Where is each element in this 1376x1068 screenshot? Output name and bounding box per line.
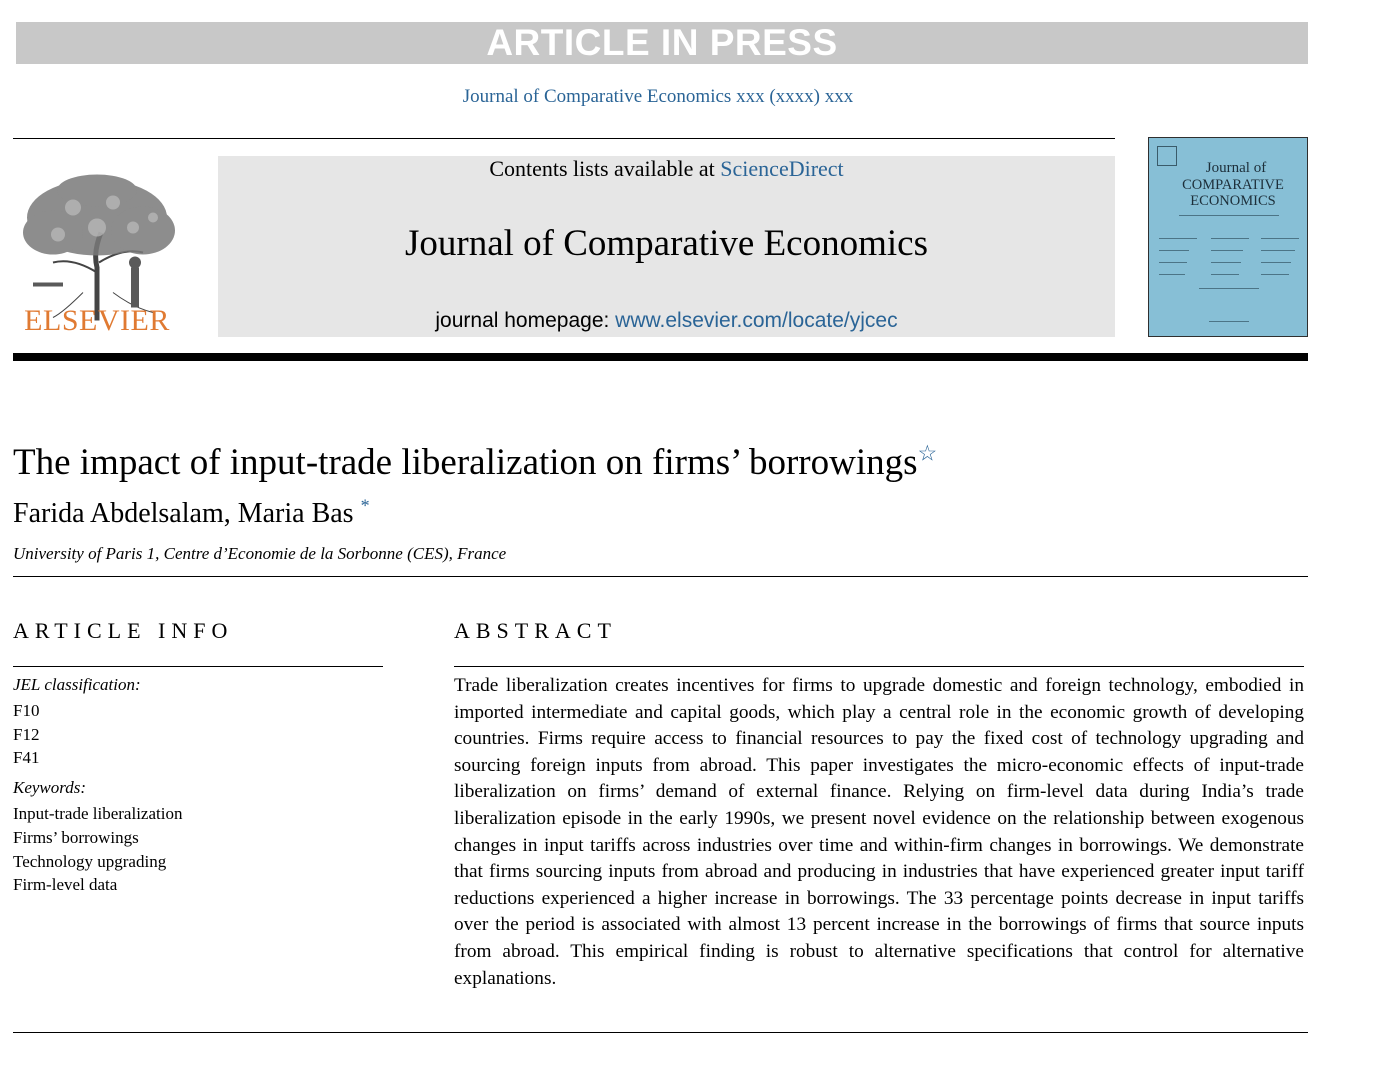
journal-title: Journal of Comparative Economics: [404, 223, 928, 264]
jel-code: F12: [13, 724, 40, 744]
jel-classification-label: JEL classification:: [13, 675, 141, 694]
cover-decoration: [1159, 250, 1189, 251]
keyword-list: [13, 802, 182, 897]
affiliation: University of Paris 1, Centre d’Economie de la Sorbonne (CES), France: [13, 544, 507, 563]
keyword: Firms’ borrowings: [13, 827, 139, 847]
abstract-text: Trade liberalization creates incentives for firms to upgrade domestic and foreign technology, embodied in imported intermediate and capital goods, which play a central role in the economic growth of developing countries. Firms require access to financial resources to pay the fixed cost of technology upgrading and sourcing foreign inputs from abroad. This paper investigates the micro-economic effects of input-trade liberalization on firms’ demand of external finance. Relying on firm-level data during India’s trade liberalization episode in the early 1990s, we present novel evidence on the relationship between exogenous changes in input tariffs across industries over time and within-firm changes in borrowings. We demonstrate that firms sourcing inputs from abroad and producing in industries that have experienced greater input tariff reductions experienced a higher increase in borrowings. The 33 percentage points decrease in input tariffs over the period is associated with almost 13 percent increase in the borrowings of firms that source inputs from abroad. This empirical finding is robust to alternative specifications that control for alternative explanations.: [454, 675, 1304, 989]
author-list: [13, 495, 370, 530]
jel-code: F41: [13, 748, 40, 767]
article-title: [13, 441, 937, 484]
cover-decoration: [1159, 274, 1185, 275]
banner-text: ARTICLE IN PRESS: [486, 22, 838, 63]
contents-line: [218, 156, 1115, 182]
cover-title-line1: Journal of: [1205, 160, 1267, 176]
cover-decoration: [1209, 321, 1249, 322]
title-text: The impact of input-trade liberalization on firms’ borrowings: [13, 442, 918, 483]
sciencedirect-link[interactable]: ScienceDirect: [720, 156, 844, 181]
cover-title-line3: ECONOMICS: [1190, 193, 1276, 209]
homepage-line: [218, 309, 1115, 333]
cover-decoration: [1179, 215, 1279, 216]
elsevier-wordmark: ELSEVIER: [24, 304, 170, 337]
divider: [13, 666, 383, 667]
keyword: Technology upgrading: [13, 851, 167, 871]
cover-decoration: [1261, 274, 1289, 275]
title-footnote-star-icon[interactable]: ☆: [917, 440, 938, 466]
cover-decoration: [1211, 274, 1239, 275]
article-in-press-banner: [16, 22, 1308, 64]
keyword: Firm-level data: [13, 875, 118, 895]
cover-decoration: [1211, 262, 1241, 263]
header-thick-divider: [13, 353, 1308, 361]
cover-decoration: [1211, 238, 1249, 239]
homepage-url-link[interactable]: www.elsevier.com/locate/yjcec: [615, 309, 898, 332]
divider: [454, 666, 1304, 667]
cover-title-line2: COMPARATIVE: [1182, 177, 1284, 193]
article-info-heading: ARTICLE INFO: [13, 618, 234, 643]
divider: [13, 138, 1115, 139]
authors-text[interactable]: Farida Abdelsalam, Maria Bas: [13, 498, 354, 529]
jel-code-list: [13, 699, 39, 770]
corresponding-author-marker[interactable]: *: [360, 495, 370, 516]
keyword: Input-trade liberalization: [13, 804, 183, 823]
journal-header-box: [218, 156, 1115, 337]
keywords-label: Keywords:: [13, 778, 87, 797]
jel-code: F10: [13, 701, 40, 720]
cover-decoration: [1199, 288, 1259, 289]
contents-prefix: Contents lists available at: [489, 156, 721, 181]
journal-reference-link[interactable]: Journal of Comparative Economics xxx (xxxx) xxx: [462, 86, 854, 107]
homepage-prefix: journal homepage:: [435, 309, 616, 332]
cover-decoration: [1261, 262, 1291, 263]
journal-cover-thumbnail[interactable]: [1148, 137, 1308, 337]
cover-decoration: [1211, 250, 1243, 251]
cover-decoration: [1159, 262, 1187, 263]
divider: [13, 576, 1308, 577]
cover-decoration: [1261, 250, 1295, 251]
divider: [13, 1032, 1308, 1033]
abstract-heading: ABSTRACT: [454, 618, 617, 643]
cover-decoration: [1261, 238, 1299, 239]
cover-decoration: [1159, 238, 1197, 239]
